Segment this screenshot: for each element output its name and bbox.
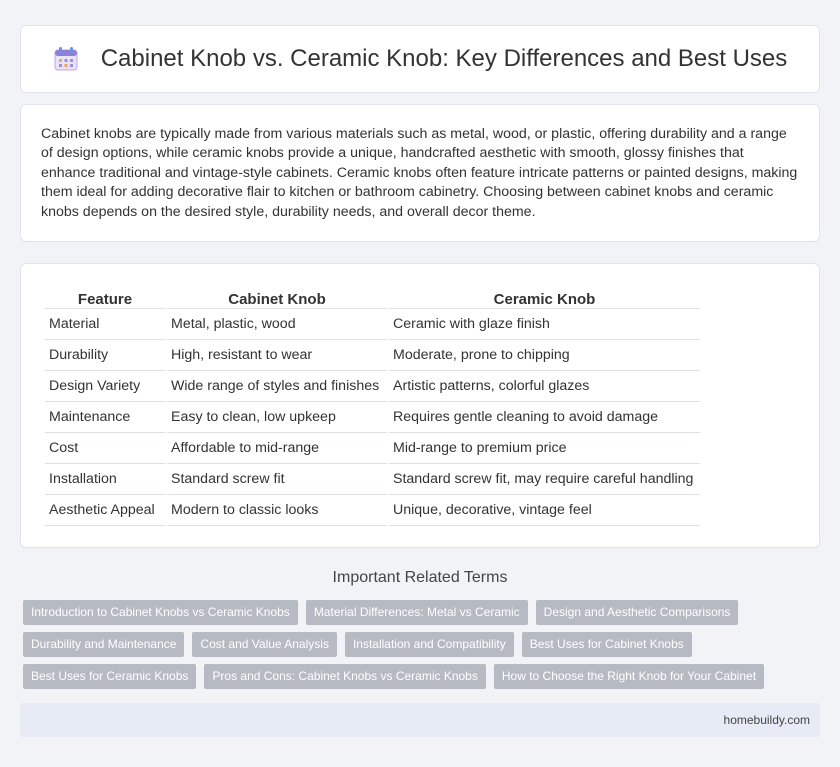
cell-ceramic: Requires gentle cleaning to avoid damage xyxy=(389,402,700,433)
footer-bar xyxy=(20,703,820,737)
comparison-table-card xyxy=(20,263,820,548)
tag-row xyxy=(23,664,823,689)
header-card xyxy=(20,25,820,93)
cell-cabinet: Standard screw fit xyxy=(167,464,387,495)
tag-link[interactable]: Introduction to Cabinet Knobs vs Ceramic Knobs xyxy=(23,600,298,625)
cell-feature: Installation xyxy=(45,464,165,495)
calendar-icon xyxy=(53,46,79,72)
table-row xyxy=(45,402,700,433)
table-header-row xyxy=(45,286,700,309)
related-terms-tags xyxy=(23,600,823,696)
cell-cabinet: Easy to clean, low upkeep xyxy=(167,402,387,433)
tag-link[interactable]: Material Differences: Metal vs Ceramic xyxy=(306,600,528,625)
cell-feature: Aesthetic Appeal xyxy=(45,495,165,526)
comparison-table xyxy=(43,286,702,526)
table-row xyxy=(45,309,700,340)
tag-link[interactable]: Cost and Value Analysis xyxy=(192,632,337,657)
cell-ceramic: Unique, decorative, vintage feel xyxy=(389,495,700,526)
tag-link[interactable]: Best Uses for Ceramic Knobs xyxy=(23,664,196,689)
table-row xyxy=(45,464,700,495)
tag-link[interactable]: Installation and Compatibility xyxy=(345,632,514,657)
cell-ceramic: Ceramic with glaze finish xyxy=(389,309,700,340)
cell-cabinet: Modern to classic looks xyxy=(167,495,387,526)
cell-feature: Maintenance xyxy=(45,402,165,433)
table-row xyxy=(45,340,700,371)
cell-ceramic: Artistic patterns, colorful glazes xyxy=(389,371,700,402)
tag-link[interactable]: Design and Aesthetic Comparisons xyxy=(536,600,739,625)
related-terms-title: Important Related Terms xyxy=(332,569,508,586)
title-wrap xyxy=(53,45,788,73)
cell-feature: Material xyxy=(45,309,165,340)
table-row xyxy=(45,495,700,526)
header-feature: Feature xyxy=(45,286,165,309)
cell-cabinet: Wide range of styles and finishes xyxy=(167,371,387,402)
page-title: Cabinet Knob vs. Ceramic Knob: Key Differences and Best Uses xyxy=(100,45,788,72)
cell-cabinet: High, resistant to wear xyxy=(167,340,387,371)
cell-cabinet: Metal, plastic, wood xyxy=(167,309,387,340)
intro-card xyxy=(20,104,820,242)
tag-link[interactable]: Durability and Maintenance xyxy=(23,632,184,657)
cell-feature: Durability xyxy=(45,340,165,371)
cell-feature: Cost xyxy=(45,433,165,464)
cell-cabinet: Affordable to mid-range xyxy=(167,433,387,464)
tag-row xyxy=(23,600,823,625)
table-row xyxy=(45,433,700,464)
cell-ceramic: Standard screw fit, may require careful handling xyxy=(389,464,700,495)
tag-link[interactable]: Pros and Cons: Cabinet Knobs vs Ceramic Knobs xyxy=(204,664,485,689)
intro-paragraph: Cabinet knobs are typically made from various materials such as metal, wood, or plastic, offering durability and a range of design options, while ceramic knobs provide a unique, handcrafted aesthetic with smooth, glossy finishes that enhance traditional and vintage-style cabinets. Ceramic knobs often feature intricate patterns or painted designs, making them ideal for adding decorative flair to kitchen or bathroom cabinetry. Choosing between cabinet knobs and ceramic knobs depends on the desired style, durability needs, and overall decor theme. xyxy=(41,126,798,220)
tag-row xyxy=(23,632,823,657)
cell-feature: Design Variety xyxy=(45,371,165,402)
tag-link[interactable]: How to Choose the Right Knob for Your Cabinet xyxy=(494,664,764,689)
cell-ceramic: Moderate, prone to chipping xyxy=(389,340,700,371)
cell-ceramic: Mid-range to premium price xyxy=(389,433,700,464)
header-ceramic-knob: Ceramic Knob xyxy=(389,286,700,309)
header-cabinet-knob: Cabinet Knob xyxy=(167,286,387,309)
table-row xyxy=(45,371,700,402)
tag-link[interactable]: Best Uses for Cabinet Knobs xyxy=(522,632,692,657)
footer-site-link[interactable]: homebuildy.com xyxy=(723,713,810,727)
